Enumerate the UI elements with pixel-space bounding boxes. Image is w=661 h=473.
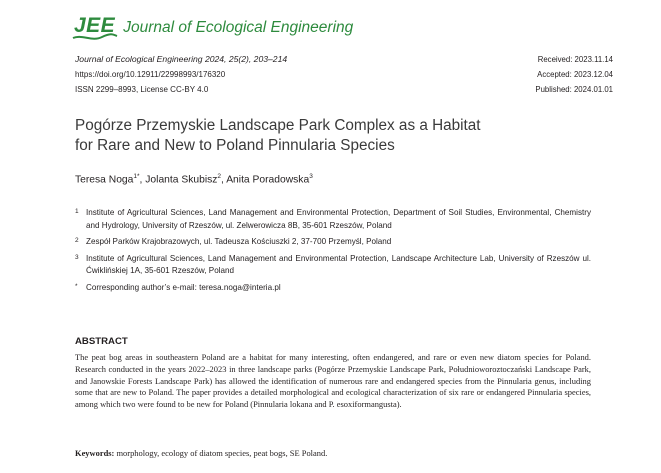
affiliation-number: *	[75, 282, 78, 290]
author-sup: 2	[217, 173, 222, 180]
abstract-body: The peat bog areas in southeastern Poland are a habitat for many interesting, often endangered, and rare or even new diatom species for Poland. Research conducted in the years 2022–2023 in three landscape parks (Pogórze Przemyskie Landscape Park, Południoworoztoczański Landscape Park, and Janowskie Forests Landscape Park) has allowed the identification of numerous rare and endangered species from the Pinnularia genus, including some that are new to Poland. The paper provides a detailed morphological and ecological characterization of six rare or endangered Pinnularia species, among which two were found to be new for Poland (Pinnularia lokana and P. esoxiformangusta).	[75, 352, 591, 410]
affiliations	[75, 207, 591, 299]
published-date: Published: 2024.01.01	[535, 85, 613, 94]
jee-logo-mark	[74, 14, 115, 38]
logo-abbrev: JEE	[74, 14, 116, 37]
affiliation-number: 2	[75, 237, 79, 245]
affiliation-item	[75, 207, 591, 232]
author-sup: 1*	[133, 173, 140, 180]
journal-logo	[74, 14, 353, 38]
affiliation-item	[75, 236, 591, 249]
keywords	[75, 448, 591, 458]
corresponding-email[interactable]: Corresponding author’s e-mail: teresa.noga@interia.pl	[86, 282, 281, 292]
article-title	[75, 116, 595, 156]
title-line-1: Pogórze Przemyskie Landscape Park Complex as a Habitat	[75, 117, 481, 134]
keywords-text: morphology, ecology of diatom species, peat bogs, SE Poland.	[116, 448, 328, 458]
affiliation-text: Institute of Agricultural Sciences, Land Management and Environmental Protection, Department of Soil Studies, Environmental, Chemistry and Hydrology, University of Rzeszów, ul. Zelwerowicza 8B, 35-601 Rzeszów, Poland	[86, 208, 591, 230]
author-list: Teresa Noga$^{1*}$, Jolanta Skubisz$^2$, Anita Poradowska$^3$	[75, 173, 313, 186]
accepted-date: Accepted: 2023.12.04	[537, 70, 613, 79]
title-line-2: for Rare and New to Poland Pinnularia Species	[75, 137, 395, 154]
author-name: Anita Poradowska	[226, 174, 310, 186]
affiliation-item	[75, 282, 591, 295]
doi-link[interactable]: https://doi.org/10.12911/22998993/176320	[75, 70, 226, 79]
author-name: Teresa Noga	[75, 174, 134, 186]
citation-block	[75, 52, 287, 97]
affiliation-text: Institute of Agricultural Sciences, Land Management and Environmental Protection, Landscape Architecture Lab, University of Rzeszów ul. Ćwiklińskiej 1A, 35-601 Rzeszów, Poland	[86, 253, 591, 276]
issn-license: ISSN 2299–8993, License CC-BY 4.0	[75, 85, 209, 94]
affiliation-item	[75, 253, 591, 278]
keywords-label: Keywords:	[75, 448, 115, 458]
author-sup: 3	[309, 173, 313, 180]
affiliation-number: 1	[75, 208, 79, 215]
citation: Journal of Ecological Engineering 2024, 25(2), 203–214	[75, 54, 288, 64]
affiliation-number: 3	[75, 253, 79, 261]
received-date: Received: 2023.11.14	[537, 55, 613, 64]
dates-block	[535, 52, 613, 97]
abstract-heading: ABSTRACT	[75, 336, 128, 347]
journal-name: Journal of Ecological Engineering	[123, 18, 354, 36]
logo-wave-icon	[72, 33, 118, 41]
author-name: Jolanta Skubisz	[145, 174, 218, 186]
affiliation-text: Zespół Parków Krajobrazowych, ul. Tadeusza Kościuszki 2, 37-700 Przemyśl, Poland	[86, 237, 392, 247]
